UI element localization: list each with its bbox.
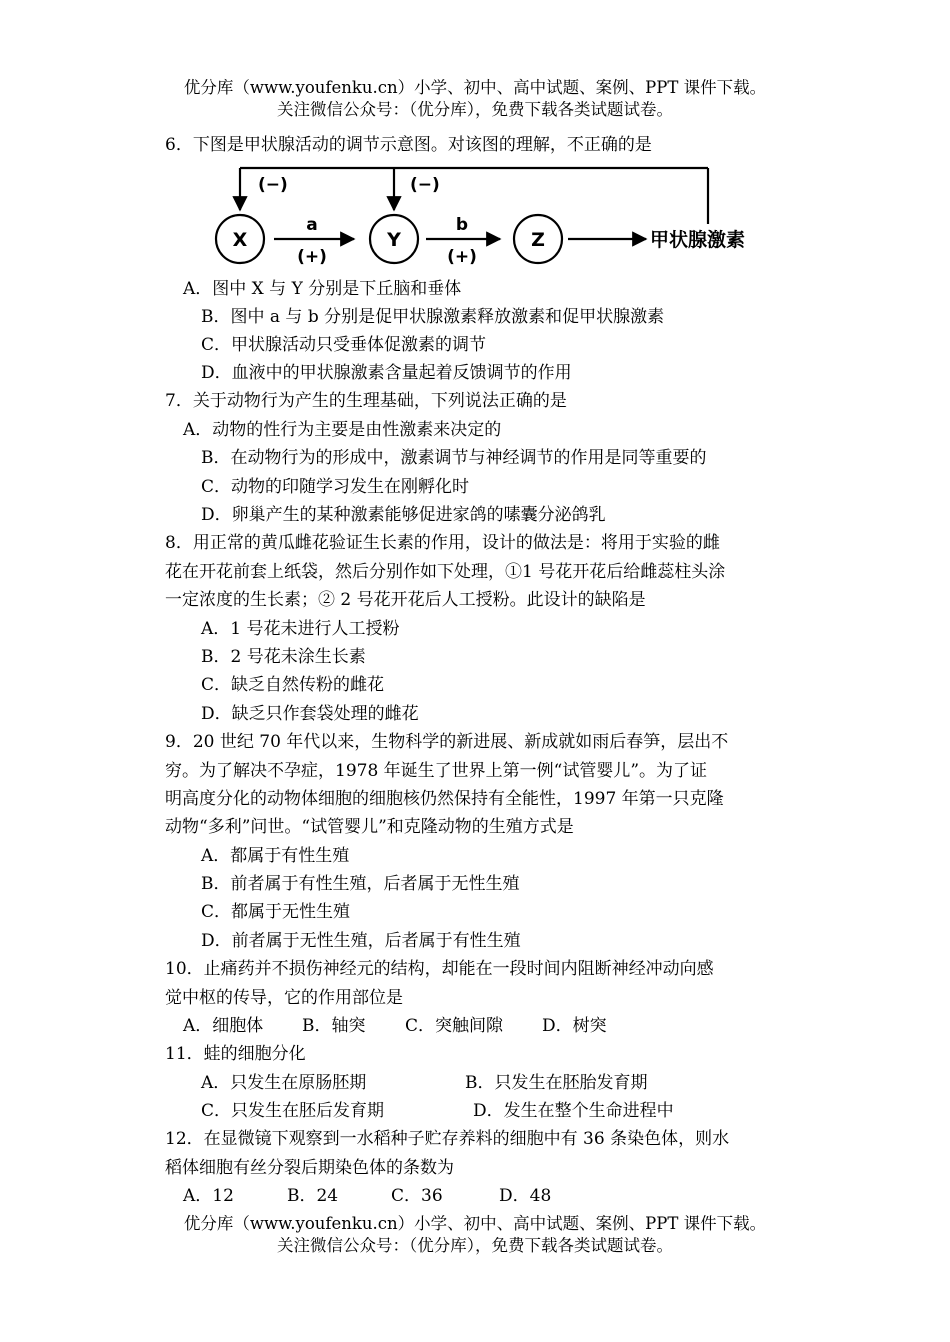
footer-line-2: 关注微信公众号：（优分库），免费下载各类试题试卷。 <box>277 1236 673 1255</box>
question-12-option-c: C．36 <box>391 1186 443 1206</box>
question-9-stem-line-4: 动物“多利”问世。“试管婴儿”和克隆动物的生殖方式是 <box>165 817 574 837</box>
node-x: X <box>232 229 248 251</box>
question-12-option-b: B．24 <box>287 1186 339 1206</box>
question-9-option-b: B．前者属于有性生殖，后者属于无性生殖 <box>201 874 520 894</box>
question-8-stem-line-2: 花在开花前套上纸袋，然后分别作如下处理，①1 号花开花后给雌蕊柱头涂 <box>165 562 726 582</box>
question-11-stem: 11．蛙的细胞分化 <box>165 1044 306 1064</box>
question-7-option-d: D．卵巢产生的某种激素能够促进家鸽的嗉囊分泌鸽乳 <box>201 505 606 525</box>
question-8-option-d: D．缺乏只作套袋处理的雌花 <box>201 704 419 724</box>
header-line-1: 优分库（www.youfenku.cn）小学、初中、高中试题、案例、PPT 课件下载。 <box>183 78 767 97</box>
header-line-2: 关注微信公众号：（优分库），免费下载各类试题试卷。 <box>277 100 673 119</box>
question-10-option-c: C．突触间隙 <box>405 1016 504 1036</box>
question-10-stem-line-2: 觉中枢的传导，它的作用部位是 <box>165 988 403 1008</box>
question-8-option-b: B．2 号花未涂生长素 <box>201 647 366 667</box>
question-10-option-b: B．轴突 <box>302 1016 366 1036</box>
question-6-option-b: B．图中 a 与 b 分别是促甲状腺激素释放激素和促甲状腺激素 <box>201 307 665 327</box>
question-6-option-a: A．图中 X 与 Y 分别是下丘脑和垂体 <box>183 279 462 299</box>
question-10-stem-line-1: 10．止痛药并不损伤神经元的结构，却能在一段时间内阻断神经冲动向感 <box>165 959 714 979</box>
arrow-a-label: a <box>306 215 318 235</box>
question-6-option-c: C．甲状腺活动只受垂体促激素的调节 <box>201 335 487 355</box>
thyroid-hormone-label: 甲状腺激素 <box>650 229 746 251</box>
question-11-option-a: A．只发生在原肠胚期 <box>201 1073 367 1093</box>
question-7-stem: 7．关于动物行为产生的生理基础，下列说法正确的是 <box>165 391 567 411</box>
node-y: Y <box>387 229 401 251</box>
question-12-option-a: A．12 <box>183 1186 234 1206</box>
question-6-stem: 6．下图是甲状腺活动的调节示意图。对该图的理解，不正确的是 <box>165 135 652 155</box>
footer-line-1: 优分库（www.youfenku.cn）小学、初中、高中试题、案例、PPT 课件下载。 <box>183 1214 767 1233</box>
feedback-sign-1: (−) <box>258 175 288 195</box>
question-9-stem-line-1: 9．20 世纪 70 年代以来，生物科学的新进展、新成就如雨后春笋，层出不 <box>165 732 729 752</box>
feedback-sign-2: (−) <box>410 175 440 195</box>
question-8-stem-line-1: 8．用正常的黄瓜雌花验证生长素的作用，设计的做法是：将用于实验的雌 <box>165 533 720 553</box>
question-11-option-b: B．只发生在胚胎发育期 <box>465 1073 648 1093</box>
question-8-stem-line-3: 一定浓度的生长素；② 2 号花开花后人工授粉。此设计的缺陷是 <box>165 590 646 610</box>
question-6-option-d: D．血液中的甲状腺激素含量起着反馈调节的作用 <box>201 363 572 383</box>
question-9-option-d: D．前者属于无性生殖，后者属于有性生殖 <box>201 931 521 951</box>
question-9-option-a: A．都属于有性生殖 <box>201 846 350 866</box>
thyroid-regulation-svg <box>208 160 768 272</box>
question-12-stem-line-1: 12．在显微镜下观察到一水稻种子贮存养料的细胞中有 36 条染色体，则水 <box>165 1129 730 1149</box>
question-7-option-b: B．在动物行为的形成中，激素调节与神经调节的作用是同等重要的 <box>201 448 707 468</box>
question-12-option-d: D．48 <box>499 1186 552 1206</box>
arrow-a-sign: (+) <box>297 247 327 267</box>
question-8-option-a: A．1 号花未进行人工授粉 <box>201 619 400 639</box>
question-7-option-a: A．动物的性行为主要是由性激素来决定的 <box>183 420 502 440</box>
question-11-option-c: C．只发生在胚后发育期 <box>201 1101 385 1121</box>
thyroid-regulation-diagram <box>208 160 768 277</box>
question-8-option-c: C．缺乏自然传粉的雌花 <box>201 675 385 695</box>
question-12-stem-line-2: 稻体细胞有丝分裂后期染色体的条数为 <box>165 1158 454 1178</box>
question-11-option-d: D．发生在整个生命进程中 <box>473 1101 674 1121</box>
arrow-b-label: b <box>455 215 469 235</box>
arrow-b-sign: (+) <box>447 247 477 267</box>
question-9-stem-line-2: 穷。为了解决不孕症，1978 年诞生了世界上第一例“试管婴儿”。为了证 <box>165 761 708 781</box>
question-10-option-d: D．树突 <box>542 1016 607 1036</box>
node-z: Z <box>531 229 545 251</box>
question-9-option-c: C．都属于无性生殖 <box>201 902 351 922</box>
question-9-stem-line-3: 明高度分化的动物体细胞的细胞核仍然保持有全能性，1997 年第一只克隆 <box>165 789 724 809</box>
question-7-option-c: C．动物的印随学习发生在刚孵化时 <box>201 477 470 497</box>
question-10-option-a: A．细胞体 <box>183 1016 264 1036</box>
